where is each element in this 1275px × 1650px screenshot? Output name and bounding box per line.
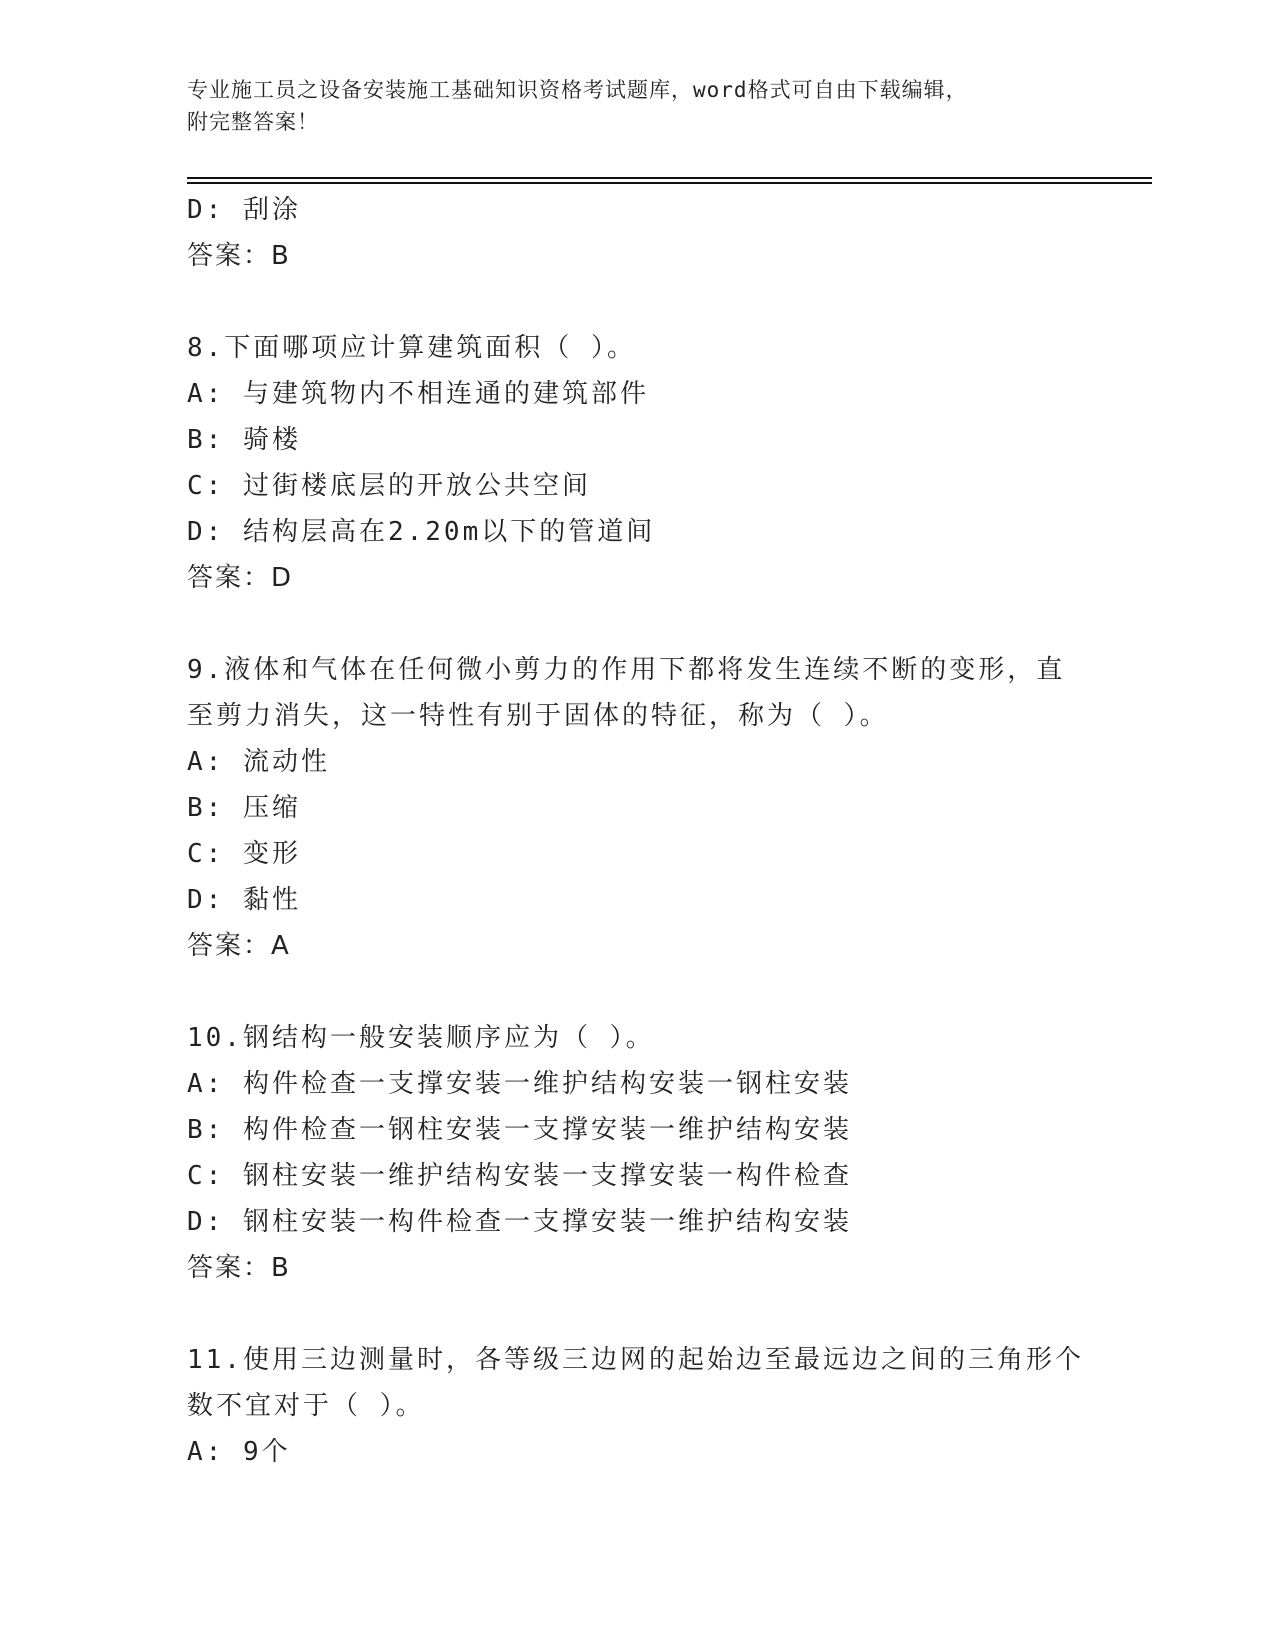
document-header — [187, 74, 1067, 138]
option-a: A: 与建筑物内不相连通的建筑部件 — [187, 379, 649, 409]
option-b: B: 构件检查一钢柱安装一支撑安装一维护结构安装 — [187, 1115, 852, 1145]
option-a: A: 9个 — [187, 1437, 291, 1467]
question-8 — [187, 325, 1087, 601]
question-text-line-2: 至剪力消失，这一特性有别于固体的特征，称为（ ）。 — [187, 701, 889, 731]
previous-question-tail — [187, 187, 1087, 279]
question-9 — [187, 647, 1087, 969]
question-10 — [187, 1015, 1087, 1291]
option-b: B: 压缩 — [187, 793, 301, 823]
spacer — [187, 601, 1087, 647]
header-divider-top — [187, 177, 1152, 179]
option-d: D: 黏性 — [187, 885, 301, 915]
question-text: 10.钢结构一般安装顺序应为（ ）。 — [187, 1023, 655, 1053]
question-11 — [187, 1337, 1087, 1475]
question-text-line-1: 9.液体和气体在任何微小剪力的作用下都将发生连续不断的变形，直 — [187, 655, 1066, 685]
option-b: B: 骑楼 — [187, 425, 301, 455]
option-c: C: 变形 — [187, 839, 301, 869]
question-text-line-2: 数不宜对于（ ）。 — [187, 1391, 425, 1421]
answer: 答案：B — [187, 241, 291, 271]
option-c: C: 过街楼底层的开放公共空间 — [187, 471, 591, 501]
header-line-2: 附完整答案！ — [187, 110, 319, 134]
spacer — [187, 969, 1087, 1015]
option-d: D: 刮涂 — [187, 195, 301, 225]
answer: 答案：B — [187, 1253, 291, 1283]
question-text-line-1: 11.使用三边测量时，各等级三边网的起始边至最远边之间的三角形个 — [187, 1345, 1084, 1375]
answer: 答案：A — [187, 931, 291, 961]
option-d: D: 结构层高在2.20m以下的管道间 — [187, 517, 656, 547]
spacer — [187, 279, 1087, 325]
option-c: C: 钢柱安装一维护结构安装一支撑安装一构件检查 — [187, 1161, 852, 1191]
option-d: D: 钢柱安装一构件检查一支撑安装一维护结构安装 — [187, 1207, 852, 1237]
question-list — [187, 187, 1087, 1475]
header-divider-bottom — [187, 182, 1152, 184]
option-a: A: 构件检查一支撑安装一维护结构安装一钢柱安装 — [187, 1069, 852, 1099]
spacer — [187, 1291, 1087, 1337]
question-text: 8.下面哪项应计算建筑面积（ ）。 — [187, 333, 636, 363]
option-a: A: 流动性 — [187, 747, 330, 777]
answer: 答案：D — [187, 563, 294, 593]
header-line-1: 专业施工员之设备安装施工基础知识资格考试题库，word格式可自由下载编辑， — [187, 78, 968, 102]
